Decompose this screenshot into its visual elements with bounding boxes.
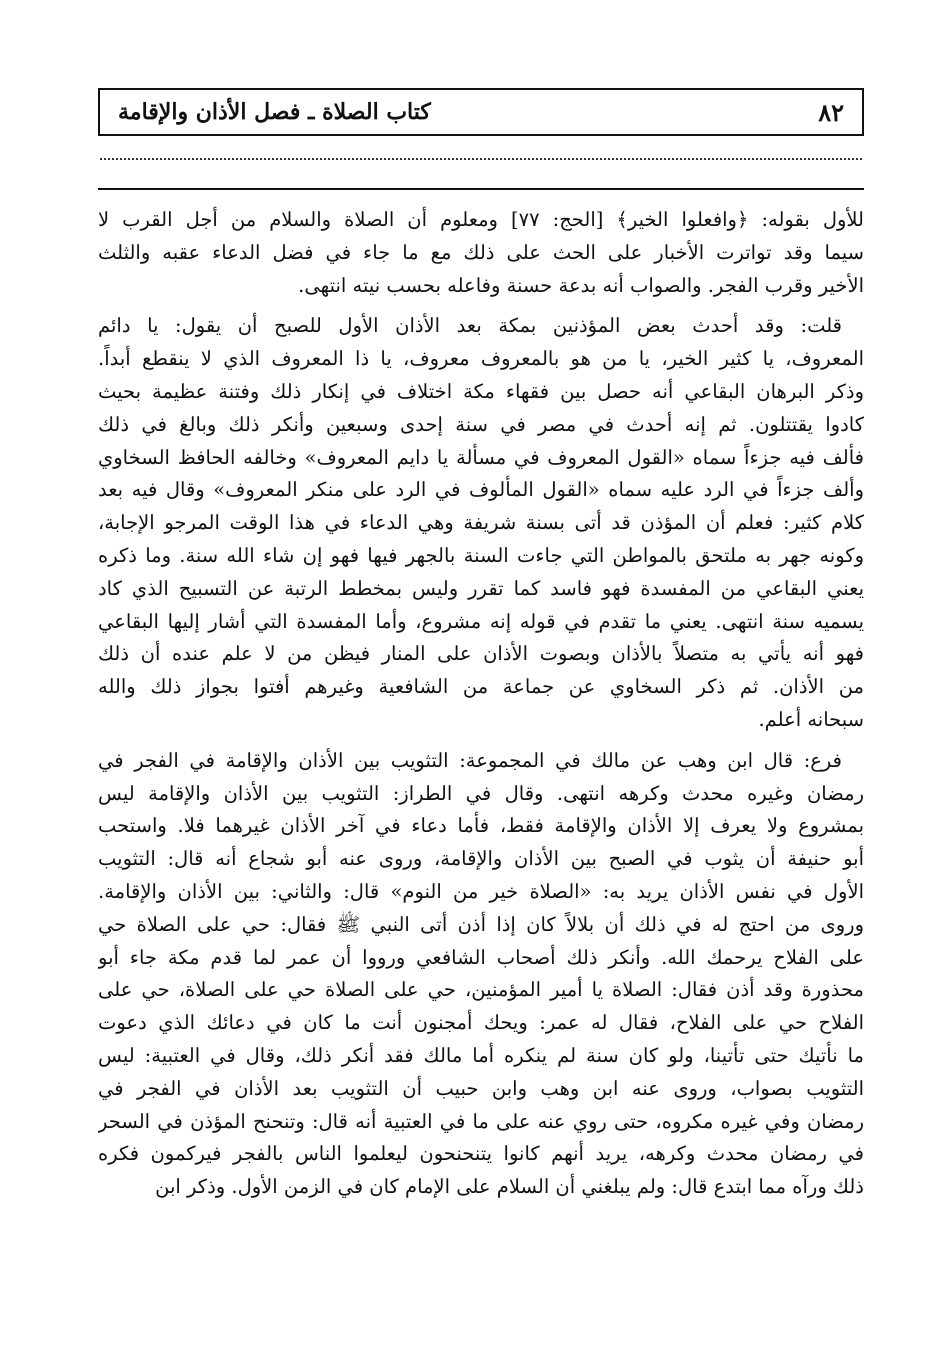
text-line: وذكر البرهان البقاعي أنه حصل بين فقهاء مكة اختلاف في إنكار ذلك وفتنة عظيمة بحيث: [98, 379, 864, 403]
text-line: يسميه سنة انتهى. يعني ما تقدم في قوله إنه مشروع، وأما المفسدة التي أشار إليها البقاعي: [98, 609, 864, 633]
text-line: ذلك ورآه مما ابتدع قال: ولم يبلغني أن السلام على الإمام كان في الزمن الأول. وذكر ابن: [155, 1175, 864, 1199]
paragraph: [98, 204, 864, 302]
text-line: رمضان وفي غيره مكروه، حتى روي عنه على ما في العتبية أنه قال: وتنحنح المؤذن في السحر: [98, 1109, 864, 1133]
text-line: وروى من احتج له في ذلك أن بلالاً كان إذا أذن أتى النبي ﷺ فقال: حي على الصلاة حي: [98, 912, 864, 936]
text-line: وألف جزءاً في الرد عليه سماه «القول المألوف في الرد على منكر المعروف» وقال فيه بعد: [98, 478, 864, 502]
text-line: سيما وقد تواترت الأخبار على الحث على ذلك مع ما جاء في فضل الدعاء عقبه والثلث: [98, 240, 864, 264]
text-line: كادوا يقتتلون. ثم إنه أحدث في مصر في سنة إحدى وسبعين وأنكر ذلك وبالغ في ذلك: [98, 412, 864, 436]
body-text: [98, 204, 864, 1204]
text-line: الأول في نفس الأذان يريد به: «الصلاة خير من النوم» قال: والثاني: بين الأذان والإقامة.: [98, 879, 864, 903]
text-line: وكونه جهر به ملتحق بالمواطن التي جاءت السنة بالجهر فيها فهو إن شاء الله سنة. وما ذكره: [98, 543, 864, 567]
text-line: للأول بقوله: ﴿وافعلوا الخير﴾ [الحج: ٧٧] ومعلوم أن الصلاة والسلام من أجل القرب لا: [98, 208, 864, 231]
text-line: يعني البقاعي من المفسدة فهو فاسد كما تقرر وليس بمخطط الرتبة عن التسبيح الذي كاد: [98, 576, 864, 600]
text-line: فهو أنه يأتي به متصلاً بالأذان وبصوت الأذان على المنار فيظن من لا علم عنده أن ذلك: [98, 642, 864, 666]
paragraph: [98, 310, 864, 736]
paragraph: [98, 745, 864, 1204]
text-line: رمضان وغيره محدث وكرهه انتهى. وقال في الطراز: التثويب بين الأذان والإقامة ليس: [98, 781, 864, 805]
chapter-title: كتاب الصلاة ـ فصل الأذان والإقامة: [118, 99, 431, 125]
text-line: سبحانه أعلم.: [758, 707, 864, 731]
text-line: في رمضان محدث وكرهه، يريد أنهم كانوا يتنحنحون ليعلموا الناس بالفجر فيركمون فكره: [98, 1142, 864, 1166]
text-line: أبو حنيفة أن يثوب في الصبح بين الأذان والإقامة، وروى عنه أبو شجاع أنه قال: التثويب: [98, 847, 864, 871]
page-number: ٨٢: [818, 97, 844, 127]
text-line: من الأذان. ثم ذكر السخاوي عن جماعة من الشافعية وغيرهم أفتوا بجواز ذلك والله: [98, 675, 864, 699]
text-line: الفلاح حي على الفلاح، فقال له عمر: ويحك أمجنون أنت ما كان في دعائك الذي دعوت: [98, 1011, 864, 1035]
text-line: فرع: قال ابن وهب عن مالك في المجموعة: التثويب بين الأذان والإقامة في الفجر في: [98, 748, 842, 772]
text-line: محذورة وقد أذن فقال: الصلاة يا أمير المؤمنين، حي على الصلاة حي على الصلاة، حي على: [98, 978, 864, 1002]
text-line: على الفلاح يرحمك الله. وأنكر ذلك أصحاب الشافعي ورووا أن عمر لما قدم مكة جاء أبو: [98, 945, 864, 969]
text-line: كلام كثير: فعلم أن المؤذن قد أتى بسنة شريفة وهي الدعاء في هذا الوقت المرجو الإجابة،: [98, 511, 864, 535]
text-line: ما نأتيك حتى تأتينا، ولو كان سنة لم ينكره أما مالك فقد أنكر ذلك، وقال في العتبية: ليس: [98, 1043, 864, 1067]
text-line: قلت: وقد أحدث بعض المؤذنين بمكة بعد الأذان الأول للصبح أن يقول: يا دائم: [98, 314, 842, 338]
text-line: الأخير وقرب الفجر. والصواب أنه بدعة حسنة وفاعله بحسب نيته انتهى.: [298, 273, 864, 297]
text-line: التثويب بصواب، وروى عنه ابن وهب وابن حبيب أن التثويب بعد الأذان في الفجر في: [98, 1076, 864, 1100]
running-header: [98, 88, 864, 136]
text-line: بمشروع ولا يعرف إلا الأذان والإقامة فقط، فأما دعاء في آخر الأذان غيرهما فلا. واستحب: [98, 814, 864, 838]
text-line: المعروف، يا كثير الخير، يا من هو بالمعروف معروف، يا ذا المعروف الذي لا ينقطع أبداً.: [98, 347, 864, 371]
text-line: فألف فيه جزءاً سماه «القول المعروف في مسألة يا دايم المعروف» وخالفه الحافظ السخاوي: [98, 445, 864, 469]
dotted-divider: [100, 158, 862, 160]
solid-divider: [98, 188, 864, 190]
